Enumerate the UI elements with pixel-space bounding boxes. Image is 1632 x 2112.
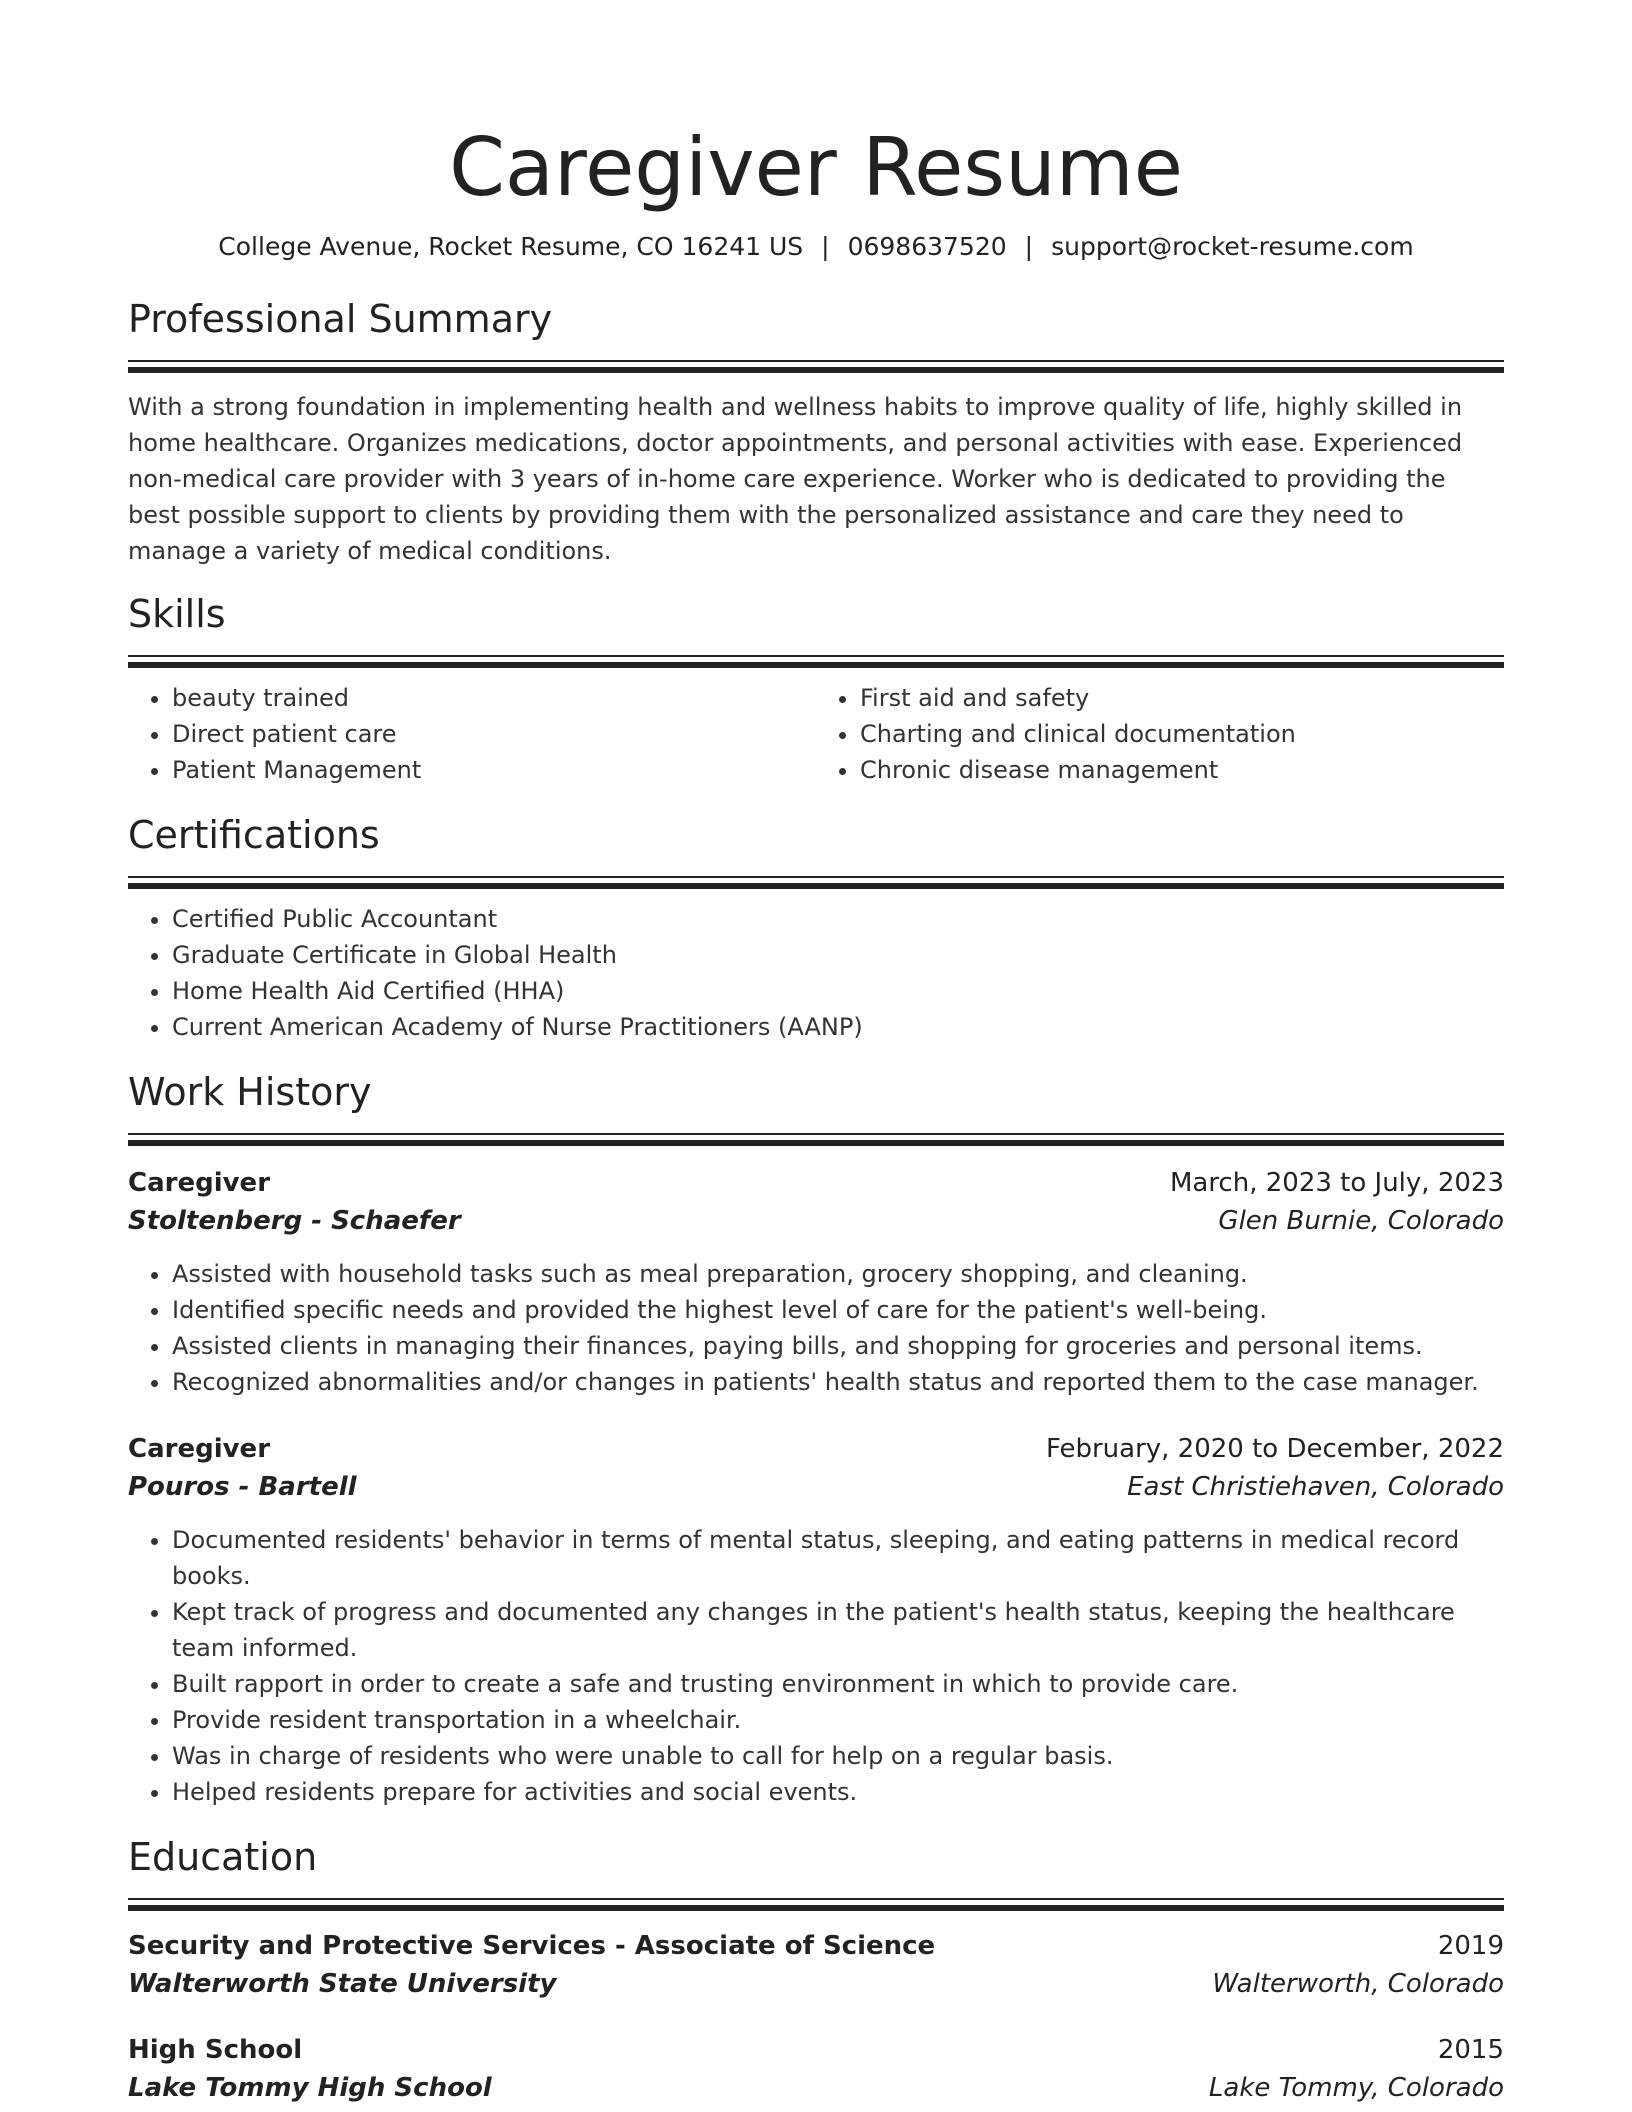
work-history-heading: Work History bbox=[128, 1070, 372, 1114]
job-title: Caregiver bbox=[128, 1168, 271, 1198]
education-entry bbox=[128, 2031, 1504, 2107]
summary-heading: Professional Summary bbox=[128, 297, 553, 341]
job-duties-list bbox=[128, 1522, 1504, 1810]
education-degree: Security and Protective Services - Associate of Science bbox=[128, 1931, 936, 1961]
job-header-row bbox=[128, 1430, 1504, 1468]
job-company: Stoltenberg - Schaefer bbox=[128, 1206, 461, 1236]
contact-line bbox=[128, 230, 1504, 264]
education-location: Walterworth, Colorado bbox=[1212, 1969, 1504, 1999]
certification-item: • Graduate Certificate in Global Health bbox=[172, 937, 1504, 973]
education-heading: Education bbox=[128, 1835, 318, 1879]
education-school-row bbox=[128, 2069, 1504, 2107]
certifications-section bbox=[128, 810, 1504, 1045]
education-school-row bbox=[128, 1965, 1504, 2003]
job-company-row bbox=[128, 1468, 1504, 1506]
job-duty: • Helped residents prepare for activities and social events. bbox=[172, 1774, 1504, 1810]
certification-item: • Home Health Aid Certified (HHA) bbox=[172, 973, 1504, 1009]
section-divider bbox=[128, 1133, 1504, 1146]
job-duty: • Identified specific needs and provided the highest level of care for the patient's well-being. bbox=[172, 1292, 1504, 1328]
job-title: Caregiver bbox=[128, 1434, 271, 1464]
education-section bbox=[128, 1832, 1504, 2107]
contact-separator: | bbox=[1024, 232, 1034, 261]
resume-title: Caregiver Resume bbox=[449, 121, 1183, 214]
skills-left-list bbox=[128, 680, 816, 788]
job-dates: February, 2020 to December, 2022 bbox=[1045, 1434, 1504, 1464]
job-duty: • Documented residents' behavior in terms of mental status, sleeping, and eating patterns in medical record books. bbox=[172, 1522, 1504, 1594]
job-duty: • Assisted clients in managing their finances, paying bills, and shopping for groceries and personal items. bbox=[172, 1328, 1504, 1364]
skill-item: • Patient Management bbox=[172, 752, 816, 788]
education-entry bbox=[128, 1927, 1504, 2003]
skill-item: • beauty trained bbox=[172, 680, 816, 716]
skill-item: • Direct patient care bbox=[172, 716, 816, 752]
certification-item: • Certified Public Accountant bbox=[172, 901, 1504, 937]
job-location: East Christiehaven, Colorado bbox=[1127, 1472, 1504, 1502]
job-duty: • Kept track of progress and documented any changes in the patient's health status, keeping the healthcare team informed. bbox=[172, 1594, 1504, 1666]
job-entry bbox=[128, 1164, 1504, 1400]
job-duty: • Was in charge of residents who were unable to call for help on a regular basis. bbox=[172, 1738, 1504, 1774]
job-header-row bbox=[128, 1164, 1504, 1202]
contact-email: support@rocket-resume.com bbox=[1051, 232, 1414, 261]
education-header-row bbox=[128, 1927, 1504, 1965]
work-history-section bbox=[128, 1067, 1504, 1810]
skill-item: • Chronic disease management bbox=[860, 752, 1504, 788]
education-location: Lake Tommy, Colorado bbox=[1208, 2073, 1504, 2103]
skill-item: • Charting and clinical documentation bbox=[860, 716, 1504, 752]
section-divider bbox=[128, 876, 1504, 889]
contact-separator: | bbox=[821, 232, 830, 261]
job-dates: March, 2023 to July, 2023 bbox=[1169, 1168, 1504, 1198]
job-duties-list bbox=[128, 1256, 1504, 1400]
skills-heading: Skills bbox=[128, 592, 226, 636]
section-divider bbox=[128, 360, 1504, 373]
certifications-heading: Certifications bbox=[128, 813, 380, 857]
summary-section bbox=[128, 294, 1504, 569]
skill-item: • First aid and safety bbox=[860, 680, 1504, 716]
contact-address: College Avenue, Rocket Resume, CO 16241 US bbox=[218, 232, 804, 261]
job-duty: • Built rapport in order to create a safe and trusting environment in which to provide care. bbox=[172, 1666, 1504, 1702]
section-divider bbox=[128, 1898, 1504, 1911]
job-duty: • Assisted with household tasks such as meal preparation, grocery shopping, and cleaning. bbox=[172, 1256, 1504, 1292]
job-duty: • Recognized abnormalities and/or changes in patients' health status and reported them to the case manager. bbox=[172, 1364, 1504, 1400]
summary-text: With a strong foundation in implementing health and wellness habits to improve quality of life, highly skilled in home healthcare. Organizes medications, doctor appointments, and personal activities with ease. Experienced non-medical care provider with 3 years of in-home care experience. Worker who is dedicated to providing the best possible support to clients by providing them with the personalized assistance and care they need to manage a variety of medical conditions. bbox=[128, 393, 1463, 565]
skills-right-list bbox=[816, 680, 1504, 788]
education-year: 2019 bbox=[1437, 1931, 1504, 1961]
job-entry bbox=[128, 1430, 1504, 1810]
contact-phone: 0698637520 bbox=[847, 232, 1007, 261]
skills-section bbox=[128, 589, 1504, 788]
certification-item: • Current American Academy of Nurse Practitioners (AANP) bbox=[172, 1009, 1504, 1045]
section-divider bbox=[128, 655, 1504, 668]
education-degree: High School bbox=[128, 2035, 303, 2065]
education-year: 2015 bbox=[1437, 2035, 1504, 2065]
skills-columns bbox=[128, 680, 1504, 788]
resume-page bbox=[128, 0, 1504, 2107]
certifications-list bbox=[128, 901, 1504, 1045]
job-company-row bbox=[128, 1202, 1504, 1240]
job-location: Glen Burnie, Colorado bbox=[1218, 1206, 1504, 1236]
education-school: Walterworth State University bbox=[128, 1969, 557, 1999]
job-duty: • Provide resident transportation in a wheelchair. bbox=[172, 1702, 1504, 1738]
job-company: Pouros - Bartell bbox=[128, 1472, 357, 1502]
education-header-row bbox=[128, 2031, 1504, 2069]
education-school: Lake Tommy High School bbox=[128, 2073, 492, 2103]
